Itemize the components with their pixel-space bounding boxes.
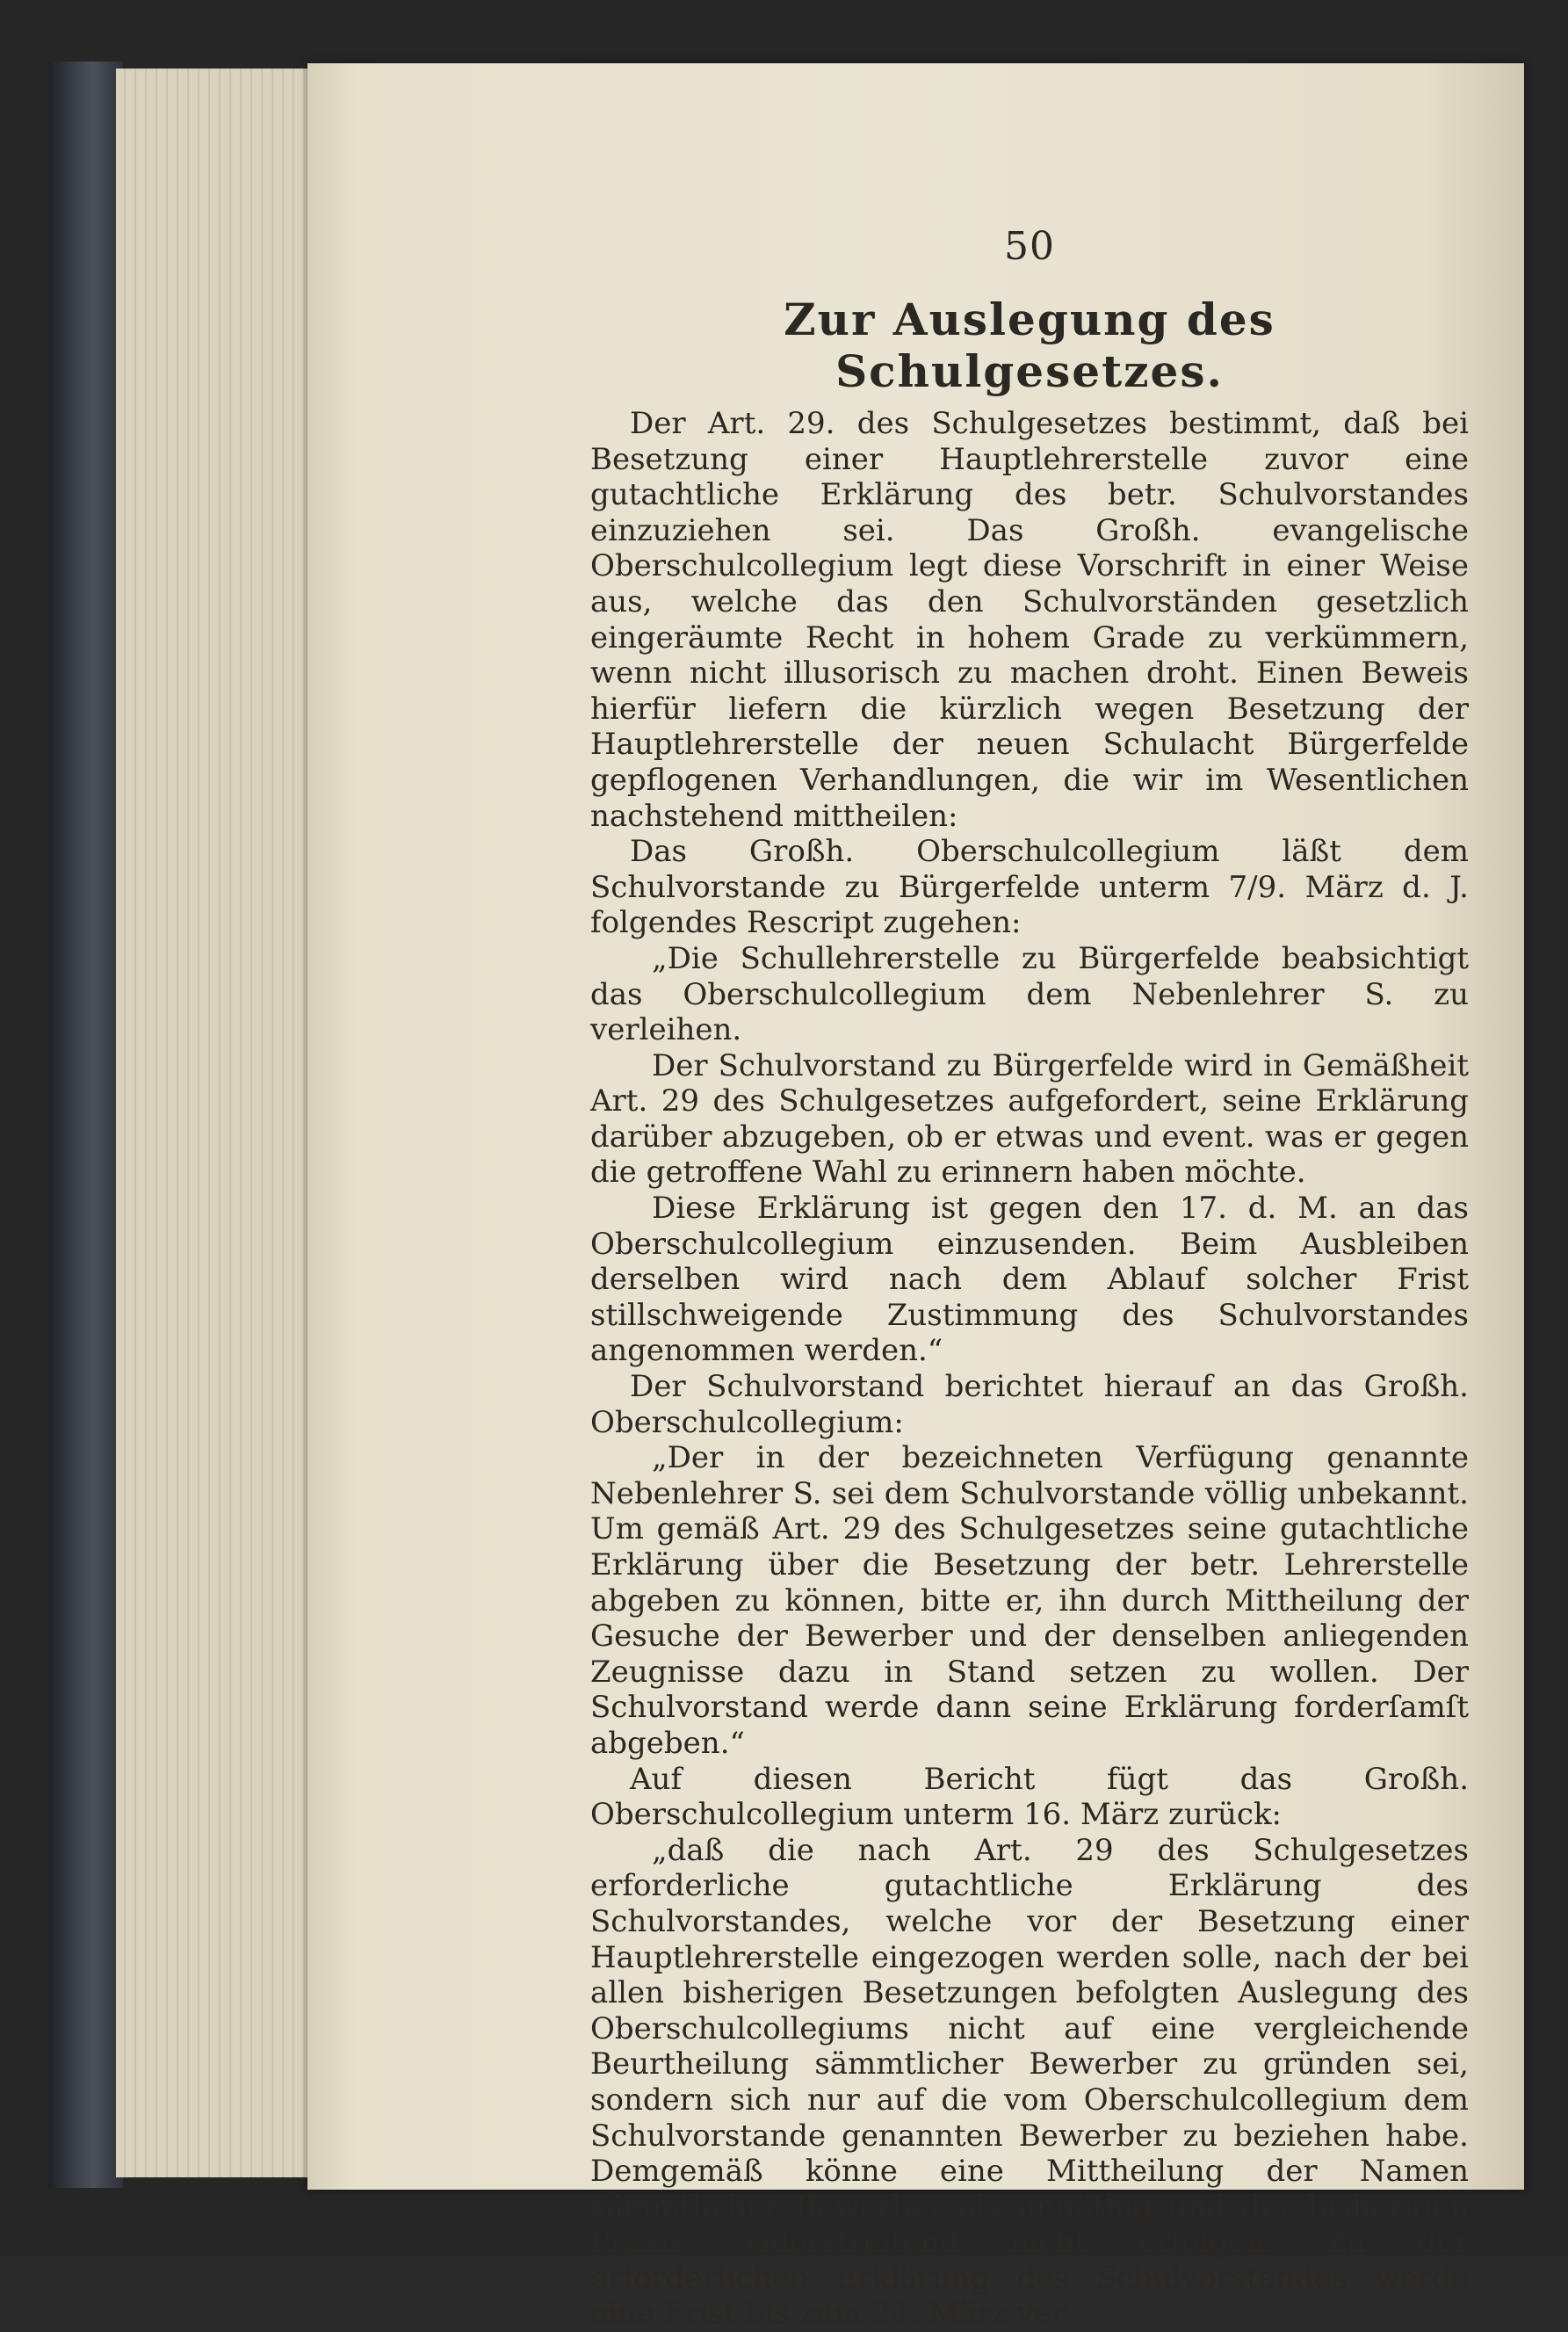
quoted-paragraph: Der Schulvorstand zu Bürgerfelde wird in Gemäßheit Art. 29 des Schulgesetzes aufgefordert, seine Erklärung darüber abzugeben, ob er etwas und event. was er gegen die getroffene Wahl zu erinnern haben möchte. <box>590 1047 1469 1191</box>
page-number: 50 <box>1004 224 1055 269</box>
quoted-paragraph: „Die Schullehrerstelle zu Bürgerfelde beabsichtigt das Oberschulcollegium dem Nebenlehrer S. zu verleihen. <box>590 940 1469 1048</box>
book-spine <box>48 62 123 2188</box>
quoted-paragraph: „daß die nach Art. 29 des Schulgesetzes erforderliche gutachtliche Erklärung des Schulvorstandes, welche vor der Besetzung einer Hauptlehrerstelle eingezogen werden solle, nach der bei allen bisherigen Besetzungen befolgten Auslegung des Oberschulcollegiums nicht auf eine vergleichende Beurtheilung sämmtlicher Bewerber zu gründen sei, sondern sich nur auf die vom Oberschulcollegium dem Schulvorstande genannten Bewerber zu beziehen habe. Demgemäß könne eine Mittheilung der Namen sämmtlicher Bewerber als unnöthig und der bisherigen Praxis widerstreitend nicht erfolgen. Zu der erforderlichen Erklärung des Schulvorstandes werde eine Frist bis zum 24. März ver- <box>590 1832 1469 2332</box>
page-stack <box>116 69 319 2177</box>
quoted-paragraph: „Der in der bezeichneten Verfügung genannte Nebenlehrer S. sei dem Schulvorstande völlig unbekannt. Um gemäß Art. 29 des Schulgesetzes seine gutachtliche Erklärung über die Besetzung der betr. Lehrerstelle abgeben zu können, bitte er, ihn durch Mittheilung der Gesuche der Bewerber und der denselben anliegenden Zeugnisse dazu in Stand setzen zu wollen. Der Schulvorstand werde dann seine Erklärung forderſamſt abgeben.“ <box>590 1440 1469 1761</box>
paragraph: Das Großh. Oberschulcollegium läßt dem Schulvorstande zu Bürgerfelde unterm 7/9. März d. J. folgendes Rescript zugehen: <box>590 834 1469 941</box>
article-heading: Zur Auslegung des Schulgesetzes. <box>784 293 1275 397</box>
text-block <box>590 224 1469 2332</box>
paragraph: Der Schulvorstand berichtet hierauf an das Großh. Oberschulcollegium: <box>590 1369 1469 1440</box>
paragraph: Auf diesen Bericht fügt das Großh. Oberschulcollegium unterm 16. März zurück: <box>590 1761 1469 1833</box>
quoted-paragraph: Diese Erklärung ist gegen den 17. d. M. an das Oberschulcollegium einzusenden. Beim Ausbleiben derselben wird nach dem Ablauf solcher Frist stillschweigende Zustimmung des Schulvorstandes angenommen werden.“ <box>590 1191 1469 1369</box>
paragraph: Der Art. 29. des Schulgesetzes bestimmt, daß bei Besetzung einer Hauptlehrerstelle zuvor eine gutachtliche Erklärung des betr. Schulvorstandes einzuziehen sei. Das Großh. evangelische Oberschulcollegium legt diese Vorschrift in einer Weise aus, welche das den Schulvorständen gesetzlich eingeräumte Recht in hohem Grade zu verkümmern, wenn nicht illusorisch zu machen droht. Einen Beweis hierfür liefern die kürzlich wegen Besetzung der Hauptlehrerstelle der neuen Schulacht Bürgerfelde gepflogenen Verhandlungen, die wir im Wesentlichen nachstehend mittheilen: <box>590 406 1469 834</box>
